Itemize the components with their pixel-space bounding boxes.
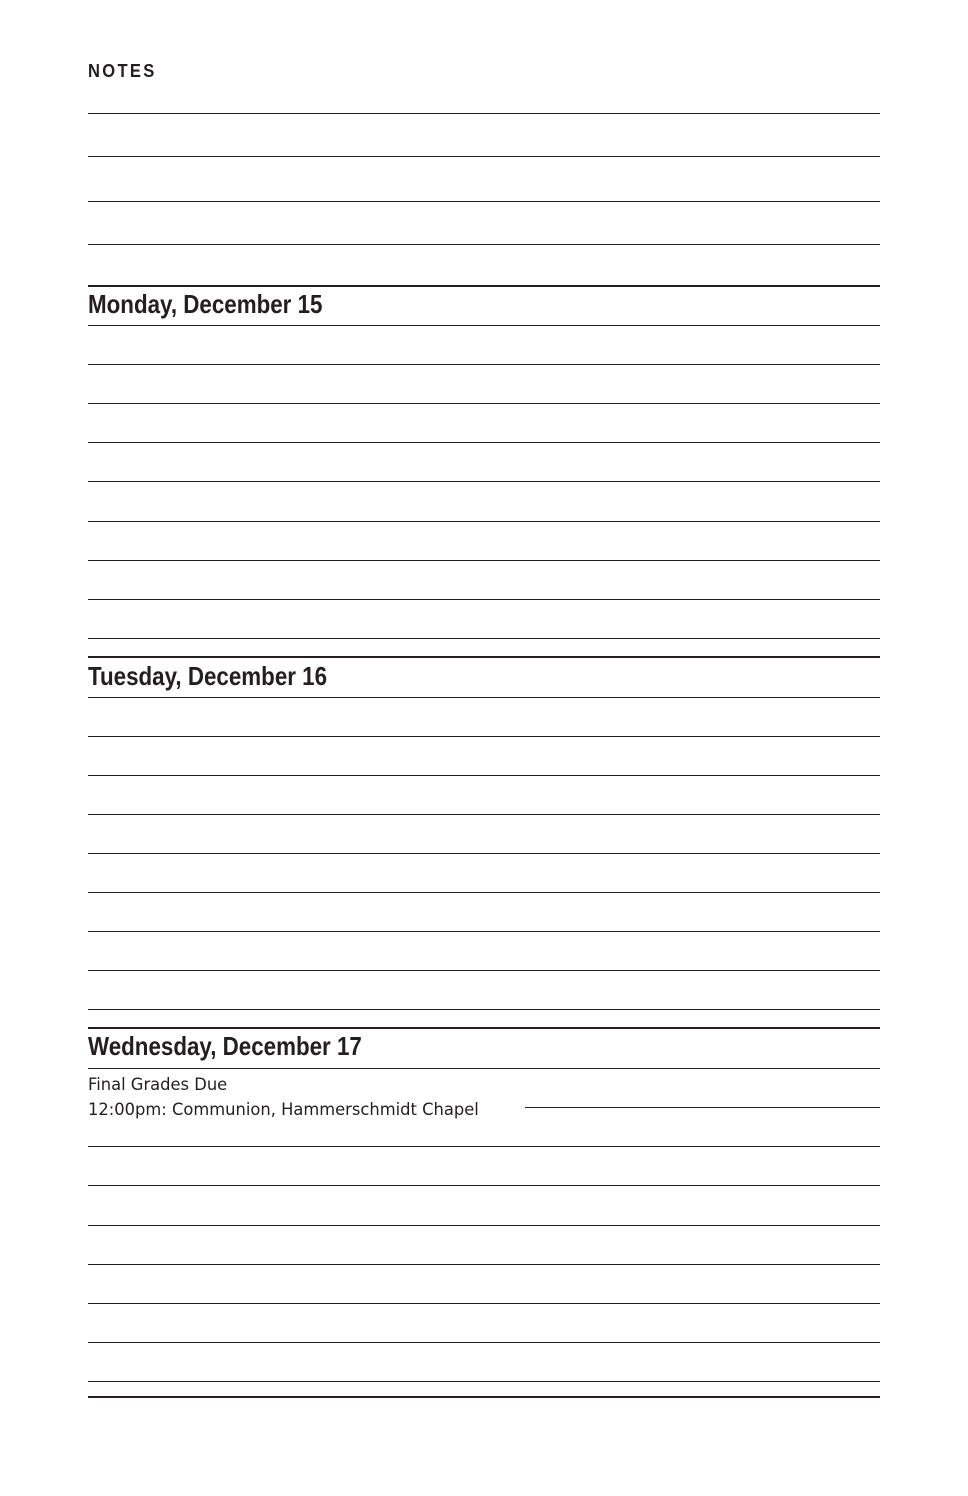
day-divider [88, 656, 880, 658]
day-line [88, 970, 880, 971]
day-line [88, 481, 880, 482]
notes-line [88, 156, 880, 157]
day-heading-tuesday: Tuesday, December 16 [88, 661, 328, 691]
day-line [88, 325, 880, 326]
day-line [88, 1185, 880, 1186]
day-line [88, 1303, 880, 1304]
day-line [88, 775, 880, 776]
day-line [88, 853, 880, 854]
day-line [88, 1225, 880, 1226]
day-line [88, 638, 880, 639]
day-divider [88, 285, 880, 287]
day-line [88, 1264, 880, 1265]
day-line [88, 442, 880, 443]
day-line [88, 1381, 880, 1382]
event-communion: 12:00pm: Communion, Hammerschmidt Chapel [88, 1100, 479, 1120]
day-line [88, 1342, 880, 1343]
notes-line [88, 113, 880, 114]
page-bottom-rule [88, 1396, 880, 1398]
day-line [88, 814, 880, 815]
planner-page [88, 0, 880, 1496]
day-line [88, 1009, 880, 1010]
event-final-grades: Final Grades Due [88, 1075, 228, 1095]
day-line [88, 736, 880, 737]
day-line [88, 403, 880, 404]
day-line [88, 931, 880, 932]
day-line [88, 560, 880, 561]
day-line [88, 1146, 880, 1147]
notes-line [88, 244, 880, 245]
notes-heading: NOTES [88, 61, 157, 81]
day-heading-wednesday: Wednesday, December 17 [88, 1031, 362, 1061]
day-line [88, 892, 880, 893]
notes-line [88, 201, 880, 202]
day-heading-monday: Monday, December 15 [88, 289, 323, 319]
day-divider [88, 1027, 880, 1029]
day-line [88, 521, 880, 522]
day-line [88, 599, 880, 600]
day-line [525, 1107, 880, 1108]
day-line [88, 697, 880, 698]
day-line [88, 1068, 880, 1069]
day-line [88, 364, 880, 365]
